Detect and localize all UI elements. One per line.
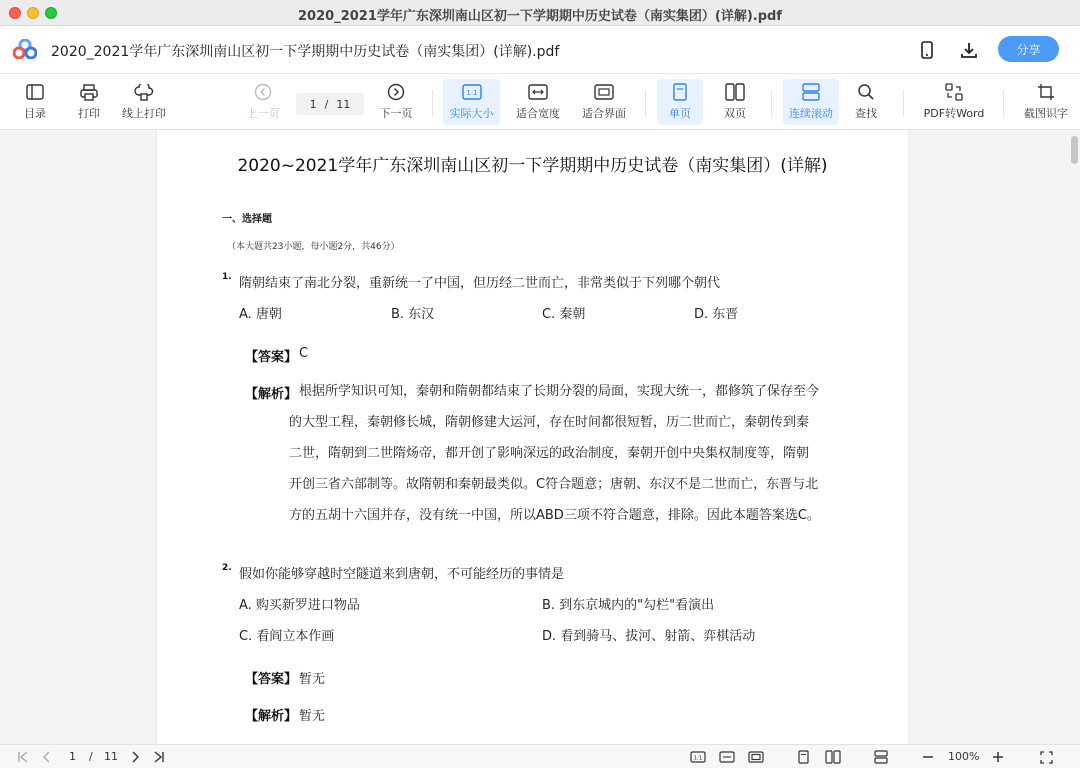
analysis-text — [289, 376, 837, 531]
single-page-icon[interactable] — [795, 750, 811, 764]
analysis-value: 暂无 — [299, 709, 326, 724]
status-page-separator: / — [89, 750, 93, 763]
section-note: （本大题共23小题，每小题2分，共46分） — [227, 242, 400, 252]
option-b: B. 到东京城内的"勾栏"看演出 — [542, 598, 715, 613]
answer-value: C — [299, 346, 309, 361]
question-text: 隋朝结束了南北分裂，重新统一了中国，但历经二世而亡，非常类似于下列哪个朝代 — [239, 276, 721, 291]
toolbar-divider — [903, 90, 904, 116]
find-button[interactable] — [848, 79, 884, 125]
zoom-out-icon[interactable] — [921, 750, 935, 764]
analysis-tag: 【解析】 — [245, 709, 298, 724]
share-button[interactable]: 分享 — [998, 36, 1059, 62]
document-title: 2020_2021学年广东深圳南山区初一下学期期中历史试卷（南实集团）(详解).pdf — [51, 44, 560, 60]
pdf-page — [157, 130, 908, 744]
fit-width-button[interactable] — [512, 79, 564, 125]
analysis-tag: 【解析】 — [245, 387, 298, 402]
question-number: 1. — [222, 272, 232, 282]
actual-size-icon[interactable] — [689, 750, 707, 764]
status-total-pages: 11 — [104, 750, 118, 763]
status-current-page[interactable]: 1 — [69, 750, 76, 763]
prev-page-button[interactable] — [245, 79, 281, 125]
toc-button[interactable] — [18, 79, 52, 125]
phone-icon[interactable] — [915, 38, 939, 62]
continuous-scroll-label: 连续滚动 — [789, 107, 833, 120]
page-title: 2020~2021学年广东深圳南山区初一下学期期中历史试卷（南实集团）(详解) — [237, 156, 828, 176]
question-number: 2. — [222, 563, 232, 573]
download-icon[interactable] — [957, 38, 981, 62]
first-page-icon[interactable] — [16, 750, 30, 764]
svg-text:1:1: 1:1 — [693, 755, 703, 762]
print-label: 打印 — [78, 107, 100, 120]
option-c: C. 看阎立本作画 — [239, 629, 335, 644]
pdf-to-word-button[interactable] — [920, 79, 988, 125]
single-page-button[interactable] — [657, 79, 703, 125]
option-c: C. 秦朝 — [542, 307, 586, 322]
sidebar-icon — [26, 82, 44, 102]
option-d: D. 东晋 — [694, 307, 739, 322]
chevron-left-circle-icon — [254, 82, 272, 102]
answer-tag: 【答案】 — [245, 350, 298, 365]
total-pages: 11 — [336, 97, 351, 111]
fit-screen-icon[interactable] — [747, 750, 765, 764]
single-page-label: 单页 — [669, 107, 691, 120]
fit-width-icon — [528, 82, 548, 102]
fit-screen-icon — [594, 82, 614, 102]
fit-screen-button[interactable] — [578, 79, 630, 125]
fit-width-icon[interactable] — [718, 750, 736, 764]
prev-page-icon[interactable] — [40, 750, 52, 764]
status-bar — [0, 744, 1080, 768]
zoom-level[interactable]: 100% — [948, 750, 980, 763]
option-d: D. 看到骑马、拔河、射箭、弈棋活动 — [542, 629, 756, 644]
prev-page-label: 上一页 — [246, 107, 280, 120]
printer-icon — [80, 82, 98, 102]
double-page-icon[interactable] — [824, 750, 842, 764]
page-number-input[interactable] — [296, 93, 364, 115]
app-logo-icon — [13, 39, 37, 59]
double-page-label: 双页 — [724, 107, 746, 120]
continuous-scroll-icon[interactable] — [872, 750, 890, 764]
last-page-icon[interactable] — [152, 750, 166, 764]
svg-text:1:1: 1:1 — [465, 89, 478, 97]
window-title: 2020_2021学年广东深圳南山区初一下学期期中历史试卷（南实集团）(详解).pdf — [298, 9, 782, 24]
title-bar — [0, 0, 1080, 26]
print-button[interactable] — [72, 79, 106, 125]
analysis-line: 根据所学知识可知，秦朝和隋朝都结束了长期分裂的局面，实现大统一，都修筑了保存至今 — [299, 384, 820, 399]
analysis-line: 方的五胡十六国并存，没有统一中国，所以ABD三项不符合题意，排除。因此本题答案选C。 — [289, 508, 820, 523]
analysis-line: 开创三省六部制等。故隋朝和秦朝最类似。C符合题意；唐朝、东汉不是二世而亡，东晋与北 — [289, 477, 819, 492]
app-bar — [0, 26, 1080, 74]
continuous-scroll-icon — [802, 82, 820, 102]
toc-label: 目录 — [24, 107, 46, 120]
toolbar — [0, 74, 1080, 130]
option-a: A. 购买新罗进口物品 — [239, 598, 360, 613]
next-page-label: 下一页 — [379, 107, 413, 120]
chevron-right-circle-icon — [387, 82, 405, 102]
find-label: 查找 — [855, 107, 877, 120]
ocr-label: 截图识字 — [1024, 107, 1068, 120]
toolbar-divider — [771, 90, 772, 116]
double-page-button[interactable] — [714, 79, 756, 125]
crop-icon — [1037, 82, 1055, 102]
online-print-label: 线上打印 — [122, 107, 166, 120]
search-icon — [857, 82, 875, 102]
option-a: A. 唐朝 — [239, 307, 282, 322]
option-b: B. 东汉 — [391, 307, 435, 322]
next-page-icon[interactable] — [130, 750, 142, 764]
actual-size-icon — [462, 82, 482, 102]
analysis-line: 的大型工程，秦朝修长城，隋朝修建大运河，存在时间都很短暂，历二世而亡，秦朝传到秦 — [289, 415, 810, 430]
current-page: 1 — [309, 97, 317, 111]
toolbar-divider — [432, 90, 433, 116]
next-page-button[interactable] — [377, 79, 415, 125]
answer-value: 暂无 — [299, 672, 326, 687]
ocr-button[interactable] — [1018, 79, 1074, 125]
section-heading: 一、选择题 — [222, 214, 272, 225]
actual-size-label: 实际大小 — [449, 107, 494, 120]
fit-screen-label: 适合界面 — [582, 107, 626, 120]
convert-icon — [945, 82, 963, 102]
answer-tag: 【答案】 — [245, 672, 298, 687]
pdf-to-word-label: PDF转Word — [923, 107, 985, 120]
online-print-button[interactable] — [118, 79, 170, 125]
vertical-scrollbar[interactable] — [1066, 130, 1080, 744]
page-separator: / — [324, 97, 329, 111]
double-page-icon — [725, 82, 745, 102]
document-viewport[interactable] — [0, 130, 1080, 744]
question-text: 假如你能够穿越时空隧道来到唐朝，不可能经历的事情是 — [239, 567, 565, 582]
zoom-in-icon[interactable] — [991, 750, 1005, 764]
fullscreen-icon[interactable] — [1038, 750, 1054, 764]
toolbar-divider — [645, 90, 646, 116]
fit-width-label: 适合宽度 — [516, 107, 560, 120]
actual-size-button[interactable] — [443, 79, 500, 125]
toolbar-divider — [1003, 90, 1004, 116]
scrollbar-thumb[interactable] — [1071, 136, 1078, 164]
cloud-print-icon — [134, 82, 154, 102]
single-page-icon — [673, 82, 687, 102]
analysis-line: 二世，隋朝到二世隋炀帝，都开创了影响深远的政治制度，秦朝开创中央集权制度等，隋朝 — [289, 446, 810, 461]
continuous-scroll-button[interactable] — [783, 79, 839, 125]
